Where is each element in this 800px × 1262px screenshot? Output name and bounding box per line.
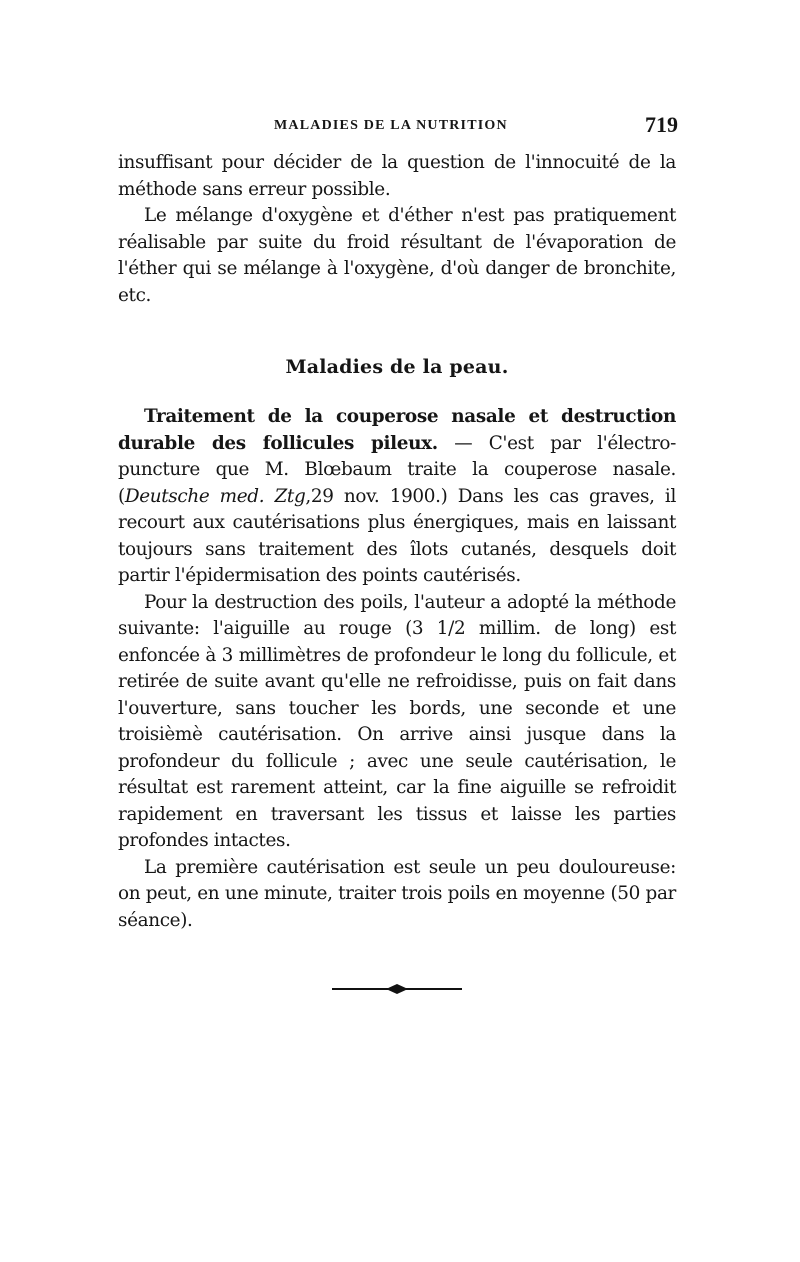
body-text [118,150,676,934]
paragraph-text: — C'est par l'électro-puncture que M. Blœbaum traite la couperose nasale. ( [118,432,676,507]
paragraph-couperose [118,404,676,590]
running-head: MALADIES DE LA NUTRITION [274,118,508,133]
paragraph-continuation: insuffisant pour décider de la question de l'innocuité de la méthode sans erreur possible. [118,152,676,200]
rule-ornament-icon [332,982,462,996]
run-in-heading: Traitement de la couperose nasale et destruction durable des follicules pileux. [118,406,676,454]
paragraph-first-cauterization: La première cautérisation est seule un peu douloureuse: on peut, en une minute, traiter trois poils en moyenne (50 par séance). [118,856,676,931]
paragraph-hair-destruction: Pour la destruction des poils, l'auteur a adopté la méthode suivante: l'aiguille au rouge (3 1/2 millim. de long) est enfoncée à 3 millimètres de profondeur le long du follicule, et retirée de suite avant qu'elle ne refroidisse, puis on fait dans l'ouverture, sans toucher les bords, une seconde et une troisièmè cautérisation. On arrive ainsi jusque dans la profondeur du follicule ; avec une seule cautérisation, le résultat est rarement atteint, car la fine aiguille se refroidit rapidement en traversant les tissus et laisse les parties profondes intactes. [118,591,676,851]
journal-citation: Deutsche med. Ztg [124,485,306,507]
page-number: 719 [645,112,678,137]
paragraph-oxygen-ether: Le mélange d'oxygène et d'éther n'est pas pratiquement réalisable par suite du froid résultant de l'évaporation de l'éther qui se mélange à l'oxygène, d'où danger de bronchite, etc. [118,205,676,306]
section-title: Maladies de la peau. [285,356,509,378]
paragraph-text: ,29 nov. 1900.) Dans les cas graves, il recourt aux cautérisations plus énergiques, mais en laissant toujours sans traitement des îlots cutanés, desquels doit partir l'épidermisation des points cautérisés. [118,485,676,586]
page-header [118,112,678,146]
